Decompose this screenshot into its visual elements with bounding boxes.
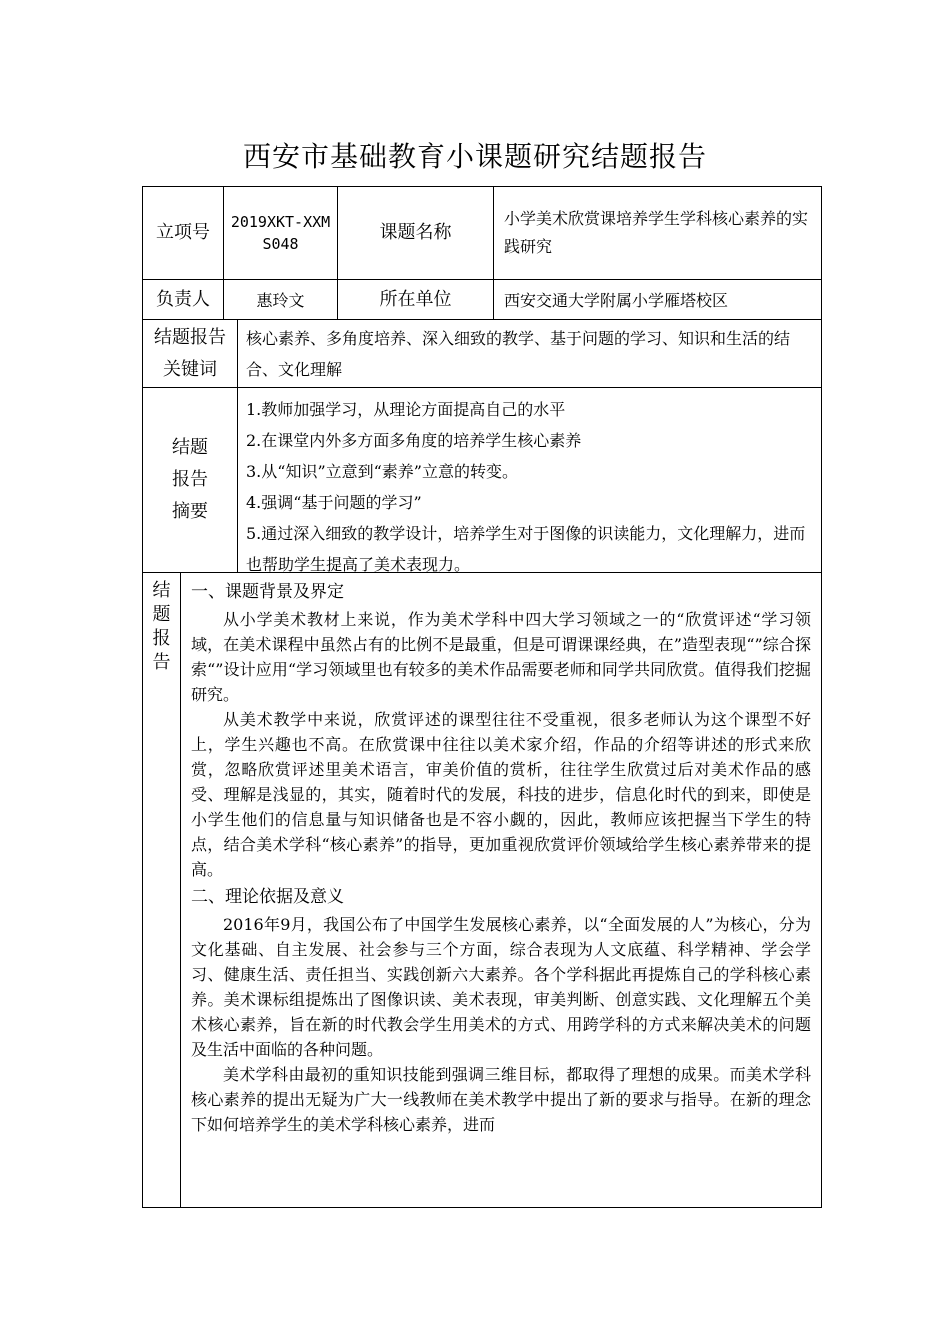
keywords-label	[143, 320, 238, 387]
summary-row	[142, 388, 822, 573]
keywords-row	[142, 320, 822, 388]
summary-item: 4.强调“基于问题的学习”	[246, 493, 422, 512]
keywords-label-line2: 关键词	[163, 358, 217, 380]
summary-label	[143, 388, 238, 572]
report-table	[142, 186, 822, 1208]
leader-row	[142, 280, 822, 320]
summary-item: 5.通过深入细致的教学设计，培养学生对于图像的识读能力，文化理解力，进而也帮助学生提高了美术表现力。	[246, 524, 806, 574]
summary-item: 1.教师加强学习，从理论方面提高自己的水平	[246, 400, 566, 419]
summary-label-line2: 报告	[172, 469, 208, 490]
leader-label: 负责人	[143, 280, 224, 319]
topic-value: 小学美术欣赏课培养学生学科核心素养的实践研究	[504, 209, 809, 256]
project-no-value: 2019XKT-XXMS048	[224, 187, 338, 279]
keywords-value: 核心素养、多角度培养、深入细致的教学、基于问题的学习、知识和生活的结合、文化理解	[246, 328, 791, 379]
section1-paragraph: 从美术教学中来说，欣赏评述的课型往往不受重视，很多老师认为这个课型不好上，学生兴趣也不高。在欣赏课中往往以美术家介绍，作品的介绍等讲述的形式来欣赏，忽略欣赏评述里美术语言，审美价值的赏析，往往学生欣赏过后对美术作品的感受、理解是浅显的，其实，随着时代的发展，科技的进步，信息化时代的到来，即使是小学生他们的信息量与知识储备也是不容小觑的，因此，教师应该把握当下学生的特点，结合美术学科“核心素养”的指导，更加重视欣赏评价领域给学生核心素养带来的提高。	[191, 710, 811, 879]
unit-label: 所在单位	[338, 280, 494, 319]
section1-paragraph: 从小学美术教材上来说，作为美术学科中四大学习领域之一的“欣赏评述“学习领域，在美术课程中虽然占有的比例不是最重，但是可谓课课经典，在”造型表现“”综合探索“”设计应用“学习领域里也有较多的美术作品需要老师和同学共同欣赏。值得我们挖掘研究。	[191, 610, 811, 704]
summary-label-line3: 摘要	[172, 501, 208, 522]
summary-label-line1: 结题	[172, 437, 208, 458]
report-label-char: 题	[152, 604, 171, 625]
summary-item: 2.在课堂内外多方面多角度的培养学生核心素养	[246, 431, 582, 450]
section2-paragraph: 2016年9月，我国公布了中国学生发展核心素养，以“全面发展的人”为核心，分为文化基础、自主发展、社会参与三个方面，综合表现为人文底蕴、科学精神、学会学习、健康生活、责任担当、实践创新六大素养。各个学科据此再提炼自己的学科核心素养。美术课标组提炼出了图像识读、美术表现，审美判断、创意实践、文化理解五个美术核心素养，旨在新的时代教会学生用美术的方式、用跨学科的方式来解决美术的问题及生活中面临的各种问题。	[191, 915, 811, 1059]
section2-heading: 二、理论依据及意义	[191, 887, 344, 907]
report-label	[143, 573, 181, 1207]
keywords-label-line1: 结题报告	[154, 326, 226, 348]
report-label-char: 报	[152, 628, 171, 649]
report-row	[142, 573, 822, 1208]
project-row	[142, 186, 822, 280]
topic-label: 课题名称	[338, 187, 494, 279]
page-title: 西安市基础教育小课题研究结题报告	[242, 140, 707, 173]
report-label-char: 结	[152, 580, 171, 601]
summary-list	[238, 388, 821, 572]
section2-paragraph: 美术学科由最初的重知识技能到强调三维目标，都取得了理想的成果。而美术学科核心素养的提出无疑为广大一线教师在美术教学中提出了新的要求与指导。在新的理念下如何培养学生的美术学科核心素养，进而	[191, 1065, 811, 1134]
report-label-char: 告	[152, 652, 171, 673]
summary-item: 3.从“知识”立意到“素养”立意的转变。	[246, 462, 518, 481]
project-no-label: 立项号	[143, 187, 224, 279]
leader-value: 惠玲文	[224, 280, 338, 319]
section1-heading: 一、课题背景及界定	[191, 582, 344, 602]
report-body	[181, 573, 821, 1207]
unit-value: 西安交通大学附属小学雁塔校区	[504, 291, 729, 310]
